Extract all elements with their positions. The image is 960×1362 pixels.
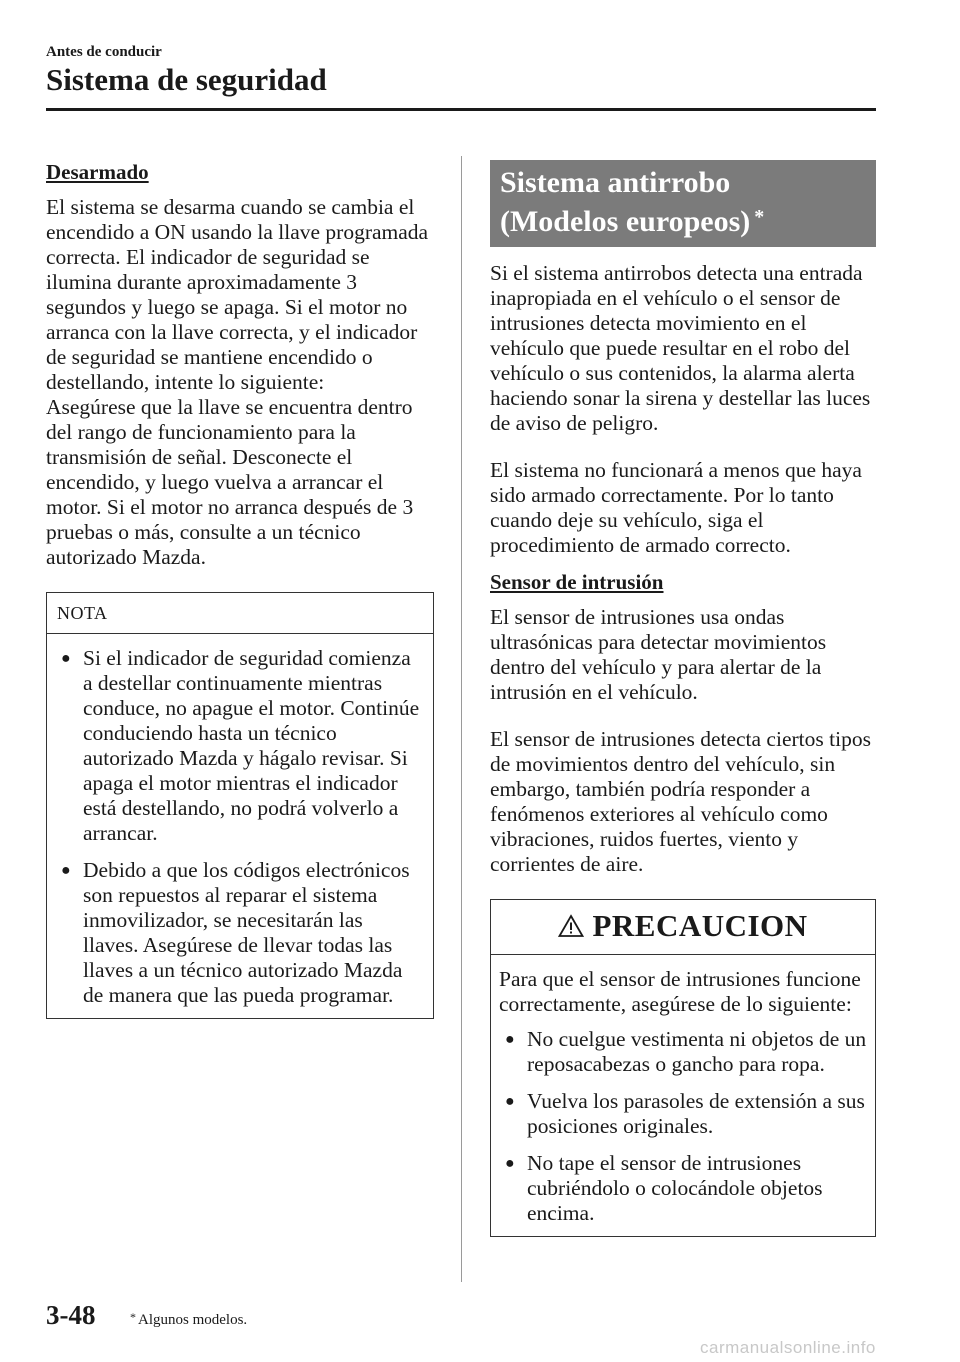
list-item-text: Debido a que los códigos electrónicos son repuestos al reparar el sistema inmovilizador, se necesitarán las llaves. Asegúrese de llevar todas las llaves a un técnico autorizado Mazda de manera que las pueda programar.: [83, 858, 410, 1007]
list-item-text: Si el indicador de seguridad comienza a destellar continuamente mientras conduce, no apague el motor. Continúe conduciendo hasta un técnico autorizado Mazda y hágalo revisar. Si apaga el motor mientras el indicador está destellando, no podrá volverlo a arrancar.: [83, 646, 420, 845]
footnote: [130, 1308, 247, 1329]
paragraph: El sensor de intrusiones detecta ciertos tipos de movimientos dentro del vehículo, sin embargo, también podría responder a fenómenos exteriores al vehículo como vibraciones, ruidos fuertes, viento y corrientes de aire.: [490, 727, 871, 876]
caution-header: [491, 900, 875, 955]
header-rule: [46, 108, 876, 111]
list-item: [501, 1151, 867, 1226]
bullet-icon: ●: [61, 650, 71, 667]
list-item-text: No cuelgue vestimenta ni objetos de un reposacabezas o gancho para ropa.: [527, 1027, 867, 1076]
bullet-icon: ●: [505, 1031, 515, 1048]
list-item: [57, 646, 423, 846]
bullet-icon: ●: [61, 862, 71, 879]
note-title: NOTA: [47, 593, 433, 634]
caution-intro: Para que el sensor de intrusiones funcione correctamente, asegúrese de lo siguiente:: [499, 967, 861, 1016]
note-list: [47, 634, 433, 1018]
warning-triangle-icon: [558, 914, 584, 938]
caution-body: [491, 955, 875, 1236]
subhead-desarmado: Desarmado: [46, 160, 149, 184]
banner-line-2: (Modelos europeos): [500, 205, 751, 238]
bullet-icon: ●: [505, 1155, 515, 1172]
left-column: [46, 160, 434, 1019]
paragraph: Si el sistema antirrobos detecta una entrada inapropiada en el vehículo o el sensor de intrusiones detecta movimiento en el vehículo que puede resultar en el robo del vehículo o sus contenidos, la alarma alerta haciendo sonar la sirena y destellar las luces de aviso de peligro.: [490, 261, 871, 435]
paragraph: El sistema no funcionará a menos que haya sido armado correctamente. Por lo tanto cuando deje su vehículo, siga el procedimiento de armado correcto.: [490, 458, 862, 557]
banner-title: [500, 166, 866, 239]
footnote-mark: *: [130, 1310, 136, 1324]
list-item: [501, 1027, 867, 1077]
column-divider: [461, 156, 462, 1282]
subhead-sensor: Sensor de intrusión: [490, 570, 664, 594]
section-title: Sistema de seguridad: [46, 62, 327, 97]
some-models-mark: *: [754, 206, 765, 228]
banner-line-1: Sistema antirrobo: [500, 166, 731, 199]
list-item: [501, 1089, 867, 1139]
caution-title: PRECAUCION: [592, 908, 808, 943]
list-item: [57, 858, 423, 1008]
caution-box: [490, 899, 876, 1237]
bullet-icon: ●: [505, 1093, 515, 1110]
footnote-text: Algunos modelos.: [138, 1312, 248, 1328]
list-item-text: Vuelva los parasoles de extensión a sus posiciones originales.: [527, 1089, 865, 1138]
watermark: carmanualsonline.info: [700, 1338, 876, 1357]
paragraph: Asegúrese que la llave se encuentra dentro del rango de funcionamiento para la transmisión de señal. Desconecte el encendido, y luego vuelva a arrancar el motor. Si el motor no arranca después de 3 pruebas o más, consulte a un técnico autorizado Mazda.: [46, 395, 414, 569]
caution-list: [499, 1027, 867, 1226]
page-number: 3-48: [46, 1300, 96, 1330]
list-item-text: No tape el sensor de intrusiones cubriéndolo o colocándole objetos encima.: [527, 1151, 823, 1225]
note-box: [46, 592, 434, 1019]
section-banner: [490, 160, 876, 247]
paragraph: El sensor de intrusiones usa ondas ultrasónicas para detectar movimientos dentro del vehículo y para alertar de la intrusión en el vehículo.: [490, 605, 827, 704]
paragraph: El sistema se desarma cuando se cambia el encendido a ON usando la llave programada correcta. El indicador de seguridad se ilumina durante aproximadamente 3 segundos y luego se apaga. Si el motor no arranca con la llave correcta, y el indicador de seguridad se mantiene encendido o destellando, intente lo siguiente:: [46, 195, 429, 394]
right-column: [490, 160, 876, 1237]
chapter-label: Antes de conducir: [46, 44, 162, 60]
